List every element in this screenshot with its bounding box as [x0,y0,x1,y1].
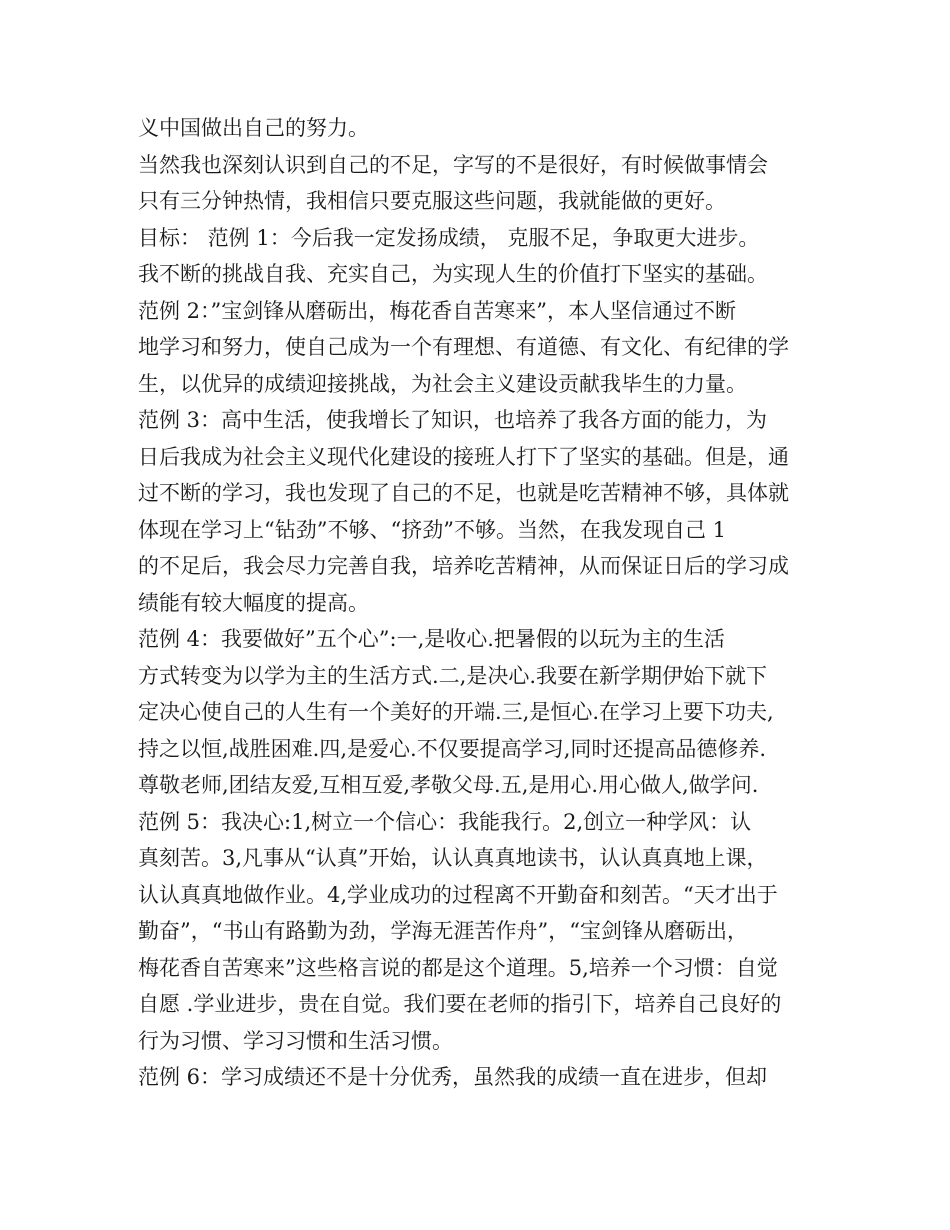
text-line: 梅花香自苦寒来”这些格言说的都是这个道理。5,培养一个习惯：自觉 [138,955,778,980]
text-line: 日后我成为社会主义现代化建设的接班人打下了坚实的基础。但是，通 [138,444,789,469]
text-line: 真刻苦。3,凡事从“认真”开始，认认真真地读书，认认真真地上课， [138,846,768,870]
text-line: 方式转变为以学为主的生活方式.二,是决心.我要在新学期伊始下就下 [138,663,768,688]
text-line: 地学习和努力，使自己成为一个有理想、有道德、有文化、有纪律的学 [138,335,789,359]
text-line: 生，以优异的成绩迎接挑战，为社会主义建设贡献我毕生的力量。 [138,371,747,396]
text-line: 定决心使自己的人生有一个美好的开端.三,是恒心.在学习上要下功夫, [138,700,774,724]
text-line: 范例 2：”宝剑锋从磨砺出，梅花香自苦寒来”，本人坚信通过不断 [138,298,737,323]
text-line: 认认真真地做作业。4,学业成功的过程离不开勤奋和刻苦。“天才出于 [138,882,778,907]
text-line: 的不足后，我会尽力完善自我，培养吃苦精神，从而保证日后的学习成 [138,554,789,578]
text-line: 尊敬老师,团结友爱,互相互爱,孝敬父母.五,是用心.用心做人,做学问. [138,773,759,797]
text-line: 范例 6：学习成绩还不是十分优秀，虽然我的成绩一直在进步，但却 [138,1065,768,1089]
text-line: 绩能有较大幅度的提高。 [138,590,369,615]
document-body [138,110,818,1096]
text-line: 体现在学习上“钻劲”不够、“挤劲”不够。当然，在我发现自己 1 [138,517,726,542]
text-line: 行为习惯、学习习惯和生活习惯。 [138,1028,453,1053]
text-line: 当然我也深刻认识到自己的不足，字写的不是很好，有时候做事情会 [138,152,768,177]
text-line: 范例 5：我决心:1,树立一个信心：我能我行。2,创立一种学风：认 [138,809,752,834]
text-line: 义中国做出自己的努力。 [138,116,369,140]
text-line: 勤奋”，“书山有路勤为劲，学海无涯苦作舟”，“宝剑锋从磨砺出， [138,919,748,943]
text-line: 我不断的挑战自我、充实自己，为实现人生的价值打下坚实的基础。 [138,262,768,286]
text-line: 持之以恒,战胜困难.四,是爱心.不仅要提高学习,同时还提高品德修养. [138,736,767,761]
text-line: 只有三分钟热情，我相信只要克服这些问题，我就能做的更好。 [138,189,726,213]
text-line: 过不断的学习，我也发现了自己的不足，也就是吃苦精神不够，具体就 [138,481,789,505]
text-line: 范例 3：高中生活，使我增长了知识，也培养了我各方面的能力，为 [138,408,768,432]
text-line: 范例 4：我要做好”五个心”:一,是收心.把暑假的以玩为主的生活 [138,627,725,651]
text-line: 自愿 .学业进步，贵在自觉。我们要在老师的指引下，培养自己良好的 [138,992,782,1016]
text-line: 目标： 范例 1：今后我一定发扬成绩， 克服不足，争取更大进步。 [138,225,760,250]
